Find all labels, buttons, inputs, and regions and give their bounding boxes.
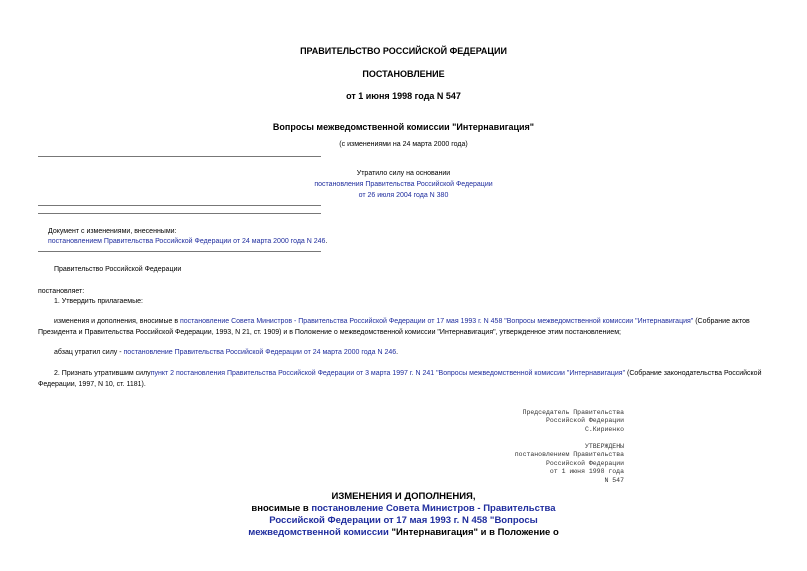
amendments-note: (с изменениями на 24 марта 2000 года) [339,141,468,148]
signature-line: Российской Федерации [545,417,624,425]
appendix-line [0,527,807,539]
changes-text: Документ с изменениями, внесенными: [48,228,177,235]
changes-end: . [325,238,328,245]
divider [38,156,321,157]
gov-text: Правительство Российской Федерации [54,266,182,273]
expiry-link[interactable]: постановления Правительства Российской Федерации [314,181,493,188]
p3-end: (Собрание законодательства Российской Федерации, 1997, N 10, ст. 1181). [38,370,762,388]
item-1: 1. Утвердить прилагаемые: [54,298,143,305]
signature-line: С.Кириенко [584,425,624,433]
p1-link[interactable]: постановление Совета Министров - Правительства Российской Федерации от 17 мая 1993 г. N 458 "Вопросы межведомственной комиссии "Интернавигация" [180,318,694,325]
p1-start: изменения и дополнения, вносимые в [54,318,180,325]
appendix-text: "Интернавигация" и в Положение о [391,527,559,538]
doc-type-heading: ПОСТАНОВЛЕНИЕ [362,69,445,79]
signature-line: Председатель Правительства [522,409,624,416]
paragraph-3 [38,369,768,390]
p2-end: . [396,349,399,356]
org-heading: ПРАВИТЕЛЬСТВО РОССИЙСКОЙ ФЕДЕРАЦИИ [300,46,507,56]
p2-start: абзац утратил силу - [54,349,124,356]
approved-block [460,443,624,485]
approved-line: Российской Федерации [545,459,624,467]
changes-line [48,237,327,247]
appendix-text: вносимые в [251,503,312,514]
changes-link[interactable]: постановлением Правительства Российской Федерации от 24 марта 2000 года N 246 [48,238,326,245]
approved-line: N 547 [604,476,624,484]
approved-line: УТВЕРЖДЕНЫ [584,443,624,450]
paragraph-1 [38,317,768,338]
date-number-heading: от 1 июня 1998 года N 547 [346,91,461,101]
expiry-link-date[interactable]: от 26 июля 2004 года N 380 [358,192,449,199]
p3-start: 2. Признать утратившим силу [54,370,151,377]
appendix-line [0,503,807,515]
divider [38,251,321,252]
p2-link[interactable]: постановление Правительства Российской Федерации от 24 марта 2000 года N 246 [123,349,397,356]
signature-block [460,409,624,434]
appendix-title: ИЗМЕНЕНИЯ И ДОПОЛНЕНИЯ, [331,491,476,502]
divider [38,213,321,214]
expiry-text: Утратило силу на основании [356,170,451,177]
approved-line: от 1 июня 1998 года [549,468,624,476]
divider [38,205,321,206]
document-title: Вопросы межведомственной комиссии "Интернавигация" [272,122,535,132]
paragraph-2 [38,348,768,359]
appendix-link[interactable]: постановление Совета Министров - Правительства [311,503,556,514]
decrees-text: постановляет: [38,288,85,295]
approved-line: постановлением Правительства [514,451,624,459]
p1-end: (Собрание актов Президента и Правительства Российской Федерации, 1993, N 21, ст. 1909) и в Положение о межведомственной комиссии "Интернавигация", утвержденное этим постановлением; [38,318,750,336]
appendix-link[interactable]: межведомственной комиссии [248,527,392,538]
p3-link[interactable]: пункт 2 постановления Правительства Российской Федерации от 3 марта 1997 г. N 241 "Вопросы межведомственной комиссии "Интернавигация" [150,370,626,377]
appendix-link-line[interactable]: Российской Федерации от 17 мая 1993 г. N 458 "Вопросы [269,515,538,526]
